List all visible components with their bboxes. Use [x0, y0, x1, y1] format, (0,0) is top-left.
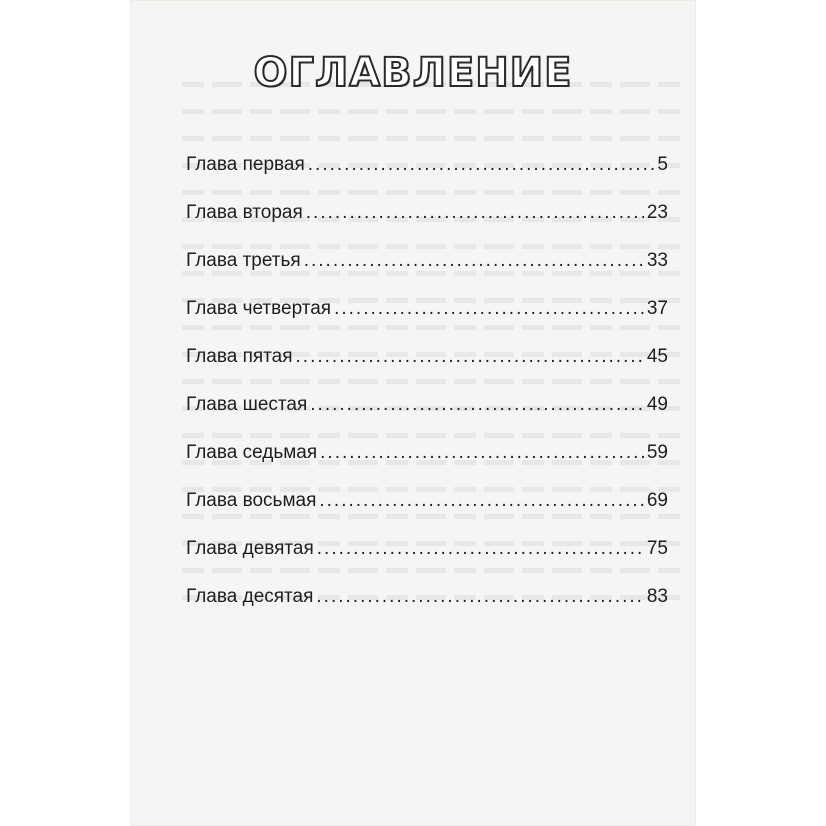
chapter-title: Глава седьмая — [186, 442, 318, 463]
chapter-title: Глава четвертая — [186, 298, 332, 319]
chapter-title: Глава пятая — [186, 346, 293, 367]
page-number: 33 — [646, 250, 668, 271]
page-number: 5 — [657, 154, 668, 175]
dot-leader — [334, 298, 644, 320]
chapter-title: Глава шестая — [186, 394, 308, 415]
page-number: 49 — [646, 394, 668, 415]
toc-entry — [186, 560, 668, 608]
chapter-title: Глава первая — [186, 154, 305, 175]
dot-leader — [319, 490, 643, 512]
toc-entry — [186, 128, 668, 176]
page-title: ОГЛАВЛЕНИЕ — [253, 50, 573, 96]
toc-entry — [186, 272, 668, 320]
toc-entry — [186, 368, 668, 416]
chapter-title: Глава восьмая — [186, 490, 317, 511]
dot-leader — [306, 202, 644, 224]
dot-leader — [310, 394, 644, 416]
page-number: 83 — [646, 586, 668, 607]
page-number: 75 — [646, 538, 668, 559]
page-number: 37 — [646, 298, 668, 319]
toc-entry — [186, 176, 668, 224]
toc-entry — [186, 416, 668, 464]
chapter-title: Глава третья — [186, 250, 301, 271]
toc-entry — [186, 320, 668, 368]
dot-leader — [320, 442, 644, 464]
dot-leader — [316, 586, 643, 608]
dot-leader — [304, 250, 644, 272]
page-number: 69 — [646, 490, 668, 511]
table-of-contents — [186, 128, 668, 608]
dot-leader — [296, 346, 644, 368]
chapter-title: Глава девятая — [186, 538, 314, 559]
chapter-title: Глава вторая — [186, 202, 303, 223]
dot-leader — [317, 538, 644, 560]
toc-entry — [186, 464, 668, 512]
toc-entry — [186, 224, 668, 272]
page-number: 45 — [646, 346, 668, 367]
page-number: 23 — [646, 202, 668, 223]
chapter-title: Глава десятая — [186, 586, 314, 607]
toc-entry — [186, 512, 668, 560]
page-number: 59 — [646, 442, 668, 463]
dot-leader — [308, 154, 655, 176]
